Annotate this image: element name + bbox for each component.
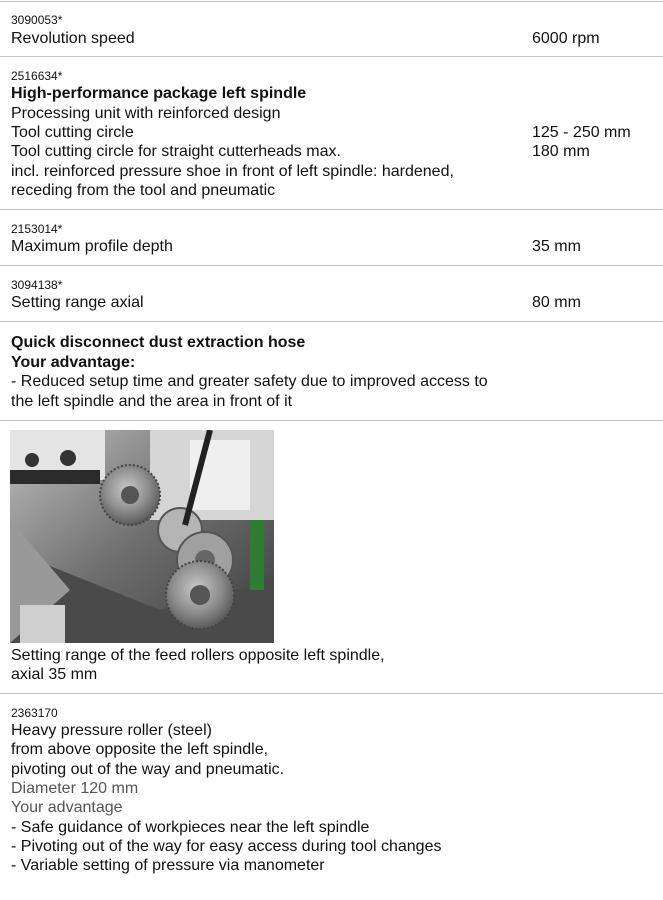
spec-line: incl. reinforced pressure shoe in front of left spindle: hardened, bbox=[11, 163, 454, 180]
spec-value: 180 mm bbox=[532, 143, 590, 160]
photo-caption: axial 35 mm bbox=[11, 666, 98, 683]
spec-row-high-performance-package bbox=[0, 56, 663, 210]
article-number: 2153014* bbox=[11, 222, 63, 236]
spec-label: Maximum profile depth bbox=[11, 238, 173, 255]
advantage-item: - Variable setting of pressure via manometer bbox=[11, 857, 325, 874]
spec-value: 35 mm bbox=[532, 238, 581, 255]
spec-row-revolution-speed bbox=[0, 1, 663, 57]
spec-line: - Reduced setup time and greater safety due to improved access to bbox=[11, 373, 488, 390]
spec-label: Tool cutting circle bbox=[11, 124, 134, 141]
spec-line: Heavy pressure roller (steel) bbox=[11, 722, 212, 739]
spec-line: the left spindle and the area in front of it bbox=[11, 393, 293, 410]
spec-value: 125 - 250 mm bbox=[532, 124, 631, 141]
article-number: 3090053* bbox=[11, 13, 63, 27]
photo-caption: Setting range of the feed rollers opposite left spindle, bbox=[11, 647, 385, 664]
spec-label: Setting range axial bbox=[11, 294, 144, 311]
spec-line: from above opposite the left spindle, bbox=[11, 741, 269, 758]
spec-row-profile-depth bbox=[0, 209, 663, 266]
section-subtitle: Your advantage: bbox=[11, 354, 136, 371]
spec-row-setting-range-axial bbox=[0, 265, 663, 322]
spec-label: Tool cutting circle for straight cutterheads max. bbox=[11, 143, 341, 160]
spec-value: 80 mm bbox=[532, 294, 581, 311]
article-number: 3094138* bbox=[11, 278, 63, 292]
advantage-item: - Pivoting out of the way for easy access during tool changes bbox=[11, 838, 442, 855]
article-number: 2516634* bbox=[11, 69, 63, 83]
section-title: Quick disconnect dust extraction hose bbox=[11, 334, 306, 351]
spec-line: receding from the tool and pneumatic bbox=[11, 182, 276, 199]
feed-rollers-photo bbox=[10, 430, 274, 643]
spec-line: pivoting out of the way and pneumatic. bbox=[11, 761, 285, 778]
spec-row-dust-extraction bbox=[0, 321, 663, 421]
spec-line: Processing unit with reinforced design bbox=[11, 105, 281, 122]
spec-label: Revolution speed bbox=[11, 30, 135, 47]
advantage-item: - Safe guidance of workpieces near the left spindle bbox=[11, 819, 370, 836]
section-title: High-performance package left spindle bbox=[11, 85, 307, 102]
article-number: 2363170 bbox=[11, 706, 58, 720]
spec-value: 6000 rpm bbox=[532, 30, 600, 47]
spec-line: Diameter 120 mm bbox=[11, 780, 139, 797]
spec-line: Your advantage bbox=[11, 799, 123, 816]
spec-row-heavy-pressure-roller bbox=[0, 693, 663, 900]
